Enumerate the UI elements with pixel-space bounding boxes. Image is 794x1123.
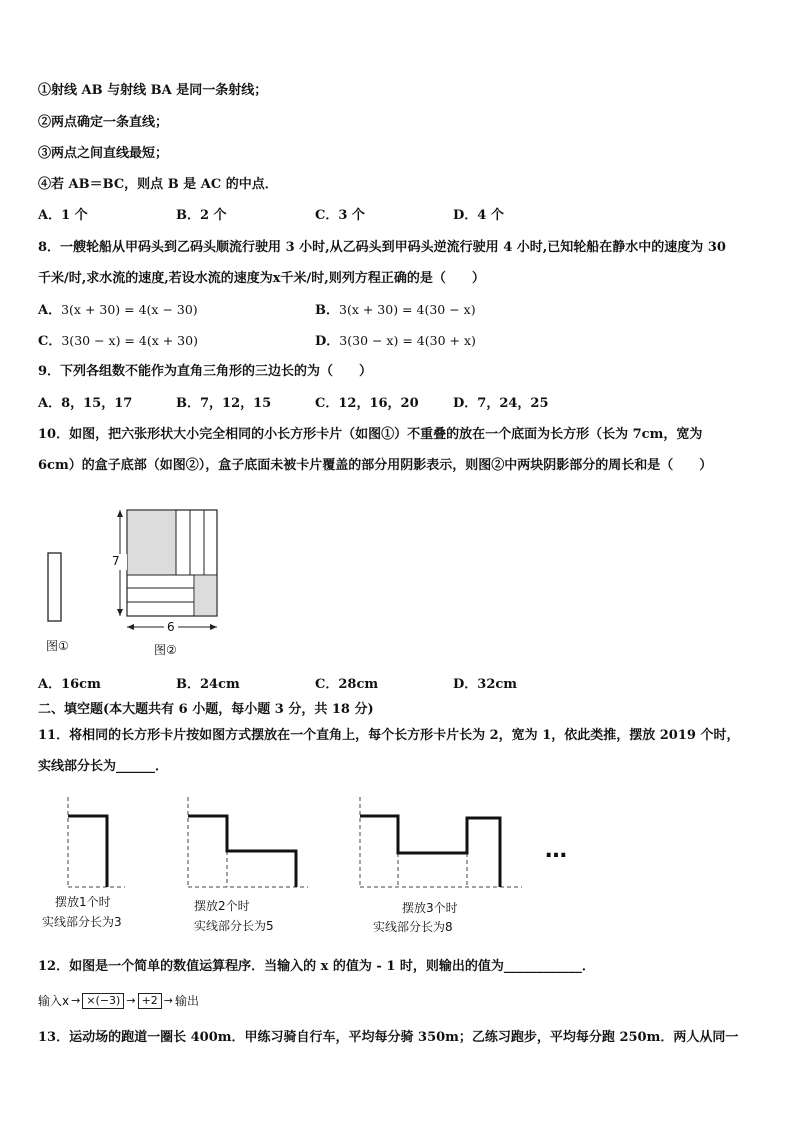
statement-2: ②两点确定一条直线； [38, 115, 169, 130]
q11-caption-2a: 摆放2个时 [194, 899, 250, 913]
q10-figure-2-caption: 图② [154, 643, 177, 657]
q8-option-c: C．3(30 − x) = 4(x + 30) [38, 333, 198, 349]
q10-figure-1-caption: 图① [46, 639, 69, 653]
q7-option-b: B．2 个 [176, 208, 227, 223]
q11-figure-3 [352, 795, 527, 895]
shaded-region-bottom-right [195, 576, 216, 615]
q9-option-c: C．12，16，20 [315, 396, 419, 411]
q8-option-b: B．3(x + 30) = 4(30 − x) [315, 302, 476, 318]
q11-caption-3a: 摆放3个时 [402, 901, 458, 915]
q10-stem-line1: 10．如图，把六张形状大小完全相同的小长方形卡片（如图①）不重叠的放在一个底面为长方形（长为 7cm，宽为 [38, 427, 703, 442]
arrow-right-icon: → [71, 994, 81, 1007]
q10-option-d: D．32cm [453, 677, 518, 692]
shaded-region-top-left [128, 511, 176, 575]
q11-figure-2 [180, 795, 310, 895]
q7-option-c: C．3 个 [315, 208, 365, 223]
q11-caption-1a: 摆放1个时 [55, 895, 111, 909]
q11-stem-line2: 实线部分长为______． [38, 759, 169, 774]
statement-1: ①射线 AB 与射线 BA 是同一条射线； [38, 83, 268, 98]
q7-option-d: D．4 个 [453, 208, 504, 223]
q10-option-c: C．28cm [315, 677, 379, 692]
q8-option-a: A．3(x + 30) = 4(x − 30) [38, 302, 198, 318]
q10-stem-line2: 6cm）的盒子底部（如图②），盒子底面未被卡片覆盖的部分用阴影表示，则图②中两块阴影部分的周长和是（ ） [38, 458, 713, 473]
flow-step-multiply: ×(−3) [82, 993, 124, 1009]
q11-caption-3b: 实线部分长为8 [373, 920, 453, 934]
q13-stem: 13．运动场的跑道一圈长 400m．甲练习骑自行车，平均每分骑 350m；乙练习跑步，平均每分跑 250m．两人从同一 [38, 1030, 739, 1045]
q11-ellipsis: … [545, 838, 567, 863]
section-2-title: 二、填空题(本大题共有 6 小题，每小题 3 分，共 18 分) [38, 702, 374, 717]
q11-caption-2b: 实线部分长为5 [194, 919, 274, 933]
statement-3: ③两点之间直线最短； [38, 146, 169, 161]
q8-stem-line2: 千米/时,求水流的速度,若设水流的速度为x千米/时,则列方程正确的是（ ） [38, 271, 485, 286]
q8-option-d: D．3(30 − x) = 4(30 + x) [315, 333, 476, 349]
flow-output-label: 输出 [175, 994, 200, 1008]
q11-figure-1 [60, 795, 130, 895]
q11-stem-line1: 11．将相同的长方形卡片按如图方式摆放在一个直角上，每个长方形卡片长为 2，宽为 1，依此类推，摆放 2019 个时， [38, 728, 740, 743]
q9-option-b: B．7，12，15 [176, 396, 272, 411]
q7-option-a: A．1 个 [38, 208, 88, 223]
q12-stem: 12．如图是一个简单的数值运算程序．当输入的 x 的值为 - 1 时，则输出的值为____________． [38, 959, 595, 974]
q10-figure-1-card [40, 548, 70, 626]
arrow-right-icon: → [163, 994, 173, 1007]
flow-input-label: 输入x [38, 994, 70, 1008]
q9-stem: 9．下列各组数不能作为直角三角形的三边长的为（ ） [38, 364, 373, 379]
q10-dim-height: 7 [112, 554, 120, 568]
q9-option-d: D．7，24，25 [453, 396, 549, 411]
q11-caption-1b: 实线部分长为3 [42, 915, 122, 929]
flow-step-add: +2 [138, 993, 162, 1009]
q10-option-b: B．24cm [176, 677, 240, 692]
q10-dim-width: 6 [167, 620, 175, 634]
q8-stem-line1: 8．一艘轮船从甲码头到乙码头顺流行驶用 3 小时,从乙码头到甲码头逆流行驶用 4 小时,已知轮船在静水中的速度为 30 [38, 240, 726, 255]
statement-4: ④若 AB＝BC，则点 B 是 AC 的中点． [38, 177, 278, 192]
q12-flowchart [38, 992, 199, 1009]
arrow-right-icon: → [126, 994, 136, 1007]
q10-figure-2-box [100, 500, 225, 640]
q9-option-a: A．8，15，17 [38, 396, 133, 411]
q10-option-a: A．16cm [38, 677, 101, 692]
